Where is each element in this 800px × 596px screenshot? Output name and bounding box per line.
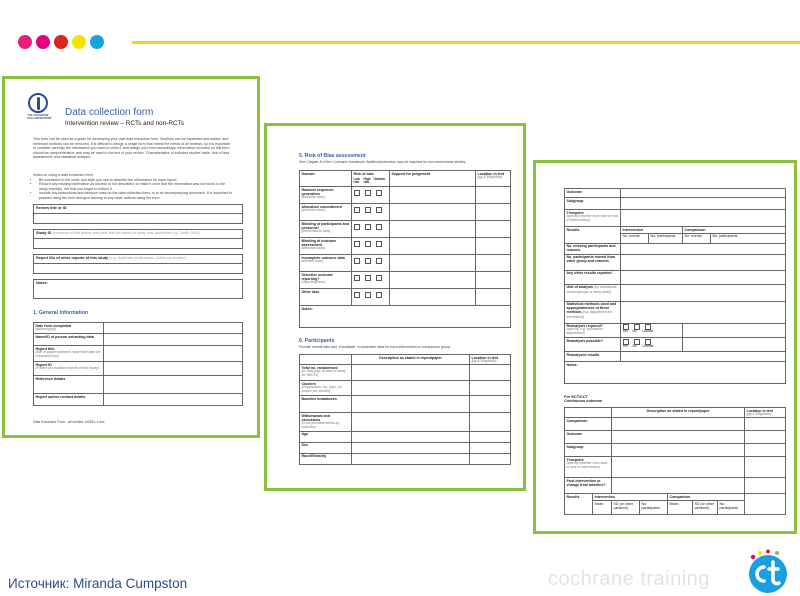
general-info-title: 1. General Information	[33, 310, 89, 316]
table-row: Reanalysis possible? Yes No Unclear	[565, 337, 786, 351]
table-row: Allocation concealment (selection bias)	[300, 203, 511, 220]
checkbox[interactable]	[376, 207, 382, 213]
checkbox[interactable]	[365, 207, 371, 213]
table-row: Withdrawals and exclusions (if not provided below by outcome)	[300, 413, 511, 431]
table-row: Other bias	[300, 288, 511, 305]
checkbox[interactable]	[354, 258, 360, 264]
cochrane-training-icon	[744, 548, 792, 596]
form-title: Data collection form	[65, 107, 154, 118]
form-intro: This form can be used as a guide for developing your own data extraction form. Sections can be expanded and added, and irrelevant sections can be removed. It is difficult to design a single form that meets the needs of all reviews, so it is important to consider carefully the information you need to collect, and design your form accordingly. Information included on this form should be comprehensive, and may be used in the text of your review, 'Characteristics of included studies' table, risk of bias assessment, and statistical analysis.	[33, 137, 231, 160]
checkbox[interactable]	[365, 190, 371, 196]
checkbox[interactable]	[354, 292, 360, 298]
participants-subtitle: Provide overall data and, if available, comparative data for each intervention or comparison group.	[299, 345, 451, 349]
form-page-outcomes	[533, 160, 797, 534]
table-row	[34, 334, 243, 346]
cochrane-training-brand: cochrane training	[548, 568, 710, 590]
checkbox[interactable]	[354, 275, 360, 281]
accent-line	[132, 41, 800, 44]
rob-table	[299, 170, 511, 328]
rob-title: 5. Risk of Bias assessment	[299, 153, 366, 159]
table-row: Post-intervention or change from baseline?	[565, 478, 786, 494]
row-label: Reference details	[35, 376, 66, 381]
checkbox[interactable]	[365, 258, 371, 264]
col-support: Support for judgement	[390, 171, 476, 187]
table-row: Sex	[300, 442, 511, 453]
table-row: Results Intervention Comparison	[565, 494, 786, 501]
table-row: No. missing participants and reasons	[565, 243, 786, 254]
rob-subtitle: See Chapter 8 of the Cochrane Handbook. Additional domains may be required for non-randomised studies.	[299, 160, 467, 164]
table-row: Timepoint (specify whether from start or end of intervention)	[565, 210, 786, 227]
table-row: Blinding of participants and personnel (performance bias)	[300, 220, 511, 237]
table-row	[300, 171, 511, 187]
general-info-table	[33, 322, 243, 406]
table-row: Notes:	[565, 361, 786, 383]
table-row: Age	[300, 431, 511, 442]
table-row	[300, 355, 511, 365]
row-label: Date form completed	[35, 323, 72, 328]
page-footer: Data Extraction Form - all studies 140911-1.doc	[33, 420, 105, 424]
study-id-box	[33, 229, 243, 249]
table-row: Timepoint (specify whether from start or end of intervention)	[565, 457, 786, 478]
table-row	[34, 323, 243, 334]
table-row	[34, 394, 243, 406]
table-row: Blinding of outcome assessment (detection bias)	[300, 237, 511, 254]
checkbox[interactable]	[365, 275, 371, 281]
note-item: • Be consistent in the order and style you use to describe the information for each report.	[39, 178, 233, 183]
note-item: • Record any missing information as unclear or not described, to make it clear that the information was not found in the study report(s), not that you forgot to extract it.	[39, 182, 233, 191]
form-subtitle: Intervention review – RCTs and non-RCTs	[65, 120, 184, 127]
table-row: Selective outcome reporting? (reporting bias)	[300, 271, 511, 288]
checkbox[interactable]	[354, 207, 360, 213]
col-location: Location in text (pg & ¶/fig/table)	[470, 355, 511, 365]
table-row: Unit of analysis (by individuals, cluster/groups or body parts)	[565, 284, 786, 301]
checkbox[interactable]	[376, 190, 382, 196]
other-reports-hint: (e.g. duplicate publications, follow-up studies)	[109, 256, 186, 260]
review-title-label: Review title or ID	[34, 205, 242, 214]
form-notes	[33, 173, 233, 201]
notes-box	[33, 279, 243, 299]
other-reports-box	[33, 254, 243, 274]
note-item: • Include any instructions and decision rules on the data collection form, or in an accompanying document. It is important to practice using the form and give training to any other authors using the form.	[39, 191, 233, 200]
dichotomous-table	[564, 188, 786, 384]
table-row: No. participants moved from other group and reasons	[565, 254, 786, 270]
table-row: Statistical methods used and appropriateness of these methods (e.g. adjustment for correlation)	[565, 301, 786, 323]
table-row: Race/Ethnicity	[300, 453, 511, 464]
table-row: Random sequence generation (selection bias)	[300, 186, 511, 203]
form-page-risk-of-bias	[264, 123, 526, 491]
checkbox[interactable]	[376, 241, 382, 247]
row-hint: (if there are multiple reports of this study)	[35, 365, 99, 370]
table-row: Outcome	[565, 189, 786, 198]
checkbox[interactable]	[376, 258, 382, 264]
table-row: Comparison	[565, 418, 786, 431]
table-row	[34, 376, 243, 394]
color-dot	[90, 35, 104, 49]
table-row: Any other results reported	[565, 270, 786, 284]
row-hint: (title of paper/ abstract/ report that data are extracted from)	[35, 349, 101, 358]
row-hint: (dd/mm/yyyy)	[35, 326, 57, 331]
checkbox[interactable]	[354, 241, 360, 247]
row-label: Report author contact details	[35, 394, 86, 399]
col-domain: Domain	[300, 171, 352, 187]
cochrane-logo	[27, 93, 52, 123]
logo-text: THE COCHRANE COLLABORATION®	[27, 114, 52, 120]
checkbox[interactable]	[376, 275, 382, 281]
color-dots	[18, 35, 104, 49]
color-dot	[18, 35, 32, 49]
checkbox[interactable]	[376, 224, 382, 230]
table-row: Mean SD (or other variance) No. participants Mean SD (or other variance) No. participants	[565, 500, 786, 514]
checkbox[interactable]	[354, 224, 360, 230]
participants-title: 6. Participants	[299, 338, 335, 344]
table-row: Outcome	[565, 431, 786, 444]
table-row: Description as stated in report/paper Location in text (pg & ¶/fig/table)	[565, 408, 786, 418]
participants-table	[299, 354, 511, 465]
checkbox[interactable]	[365, 241, 371, 247]
table-row: Subgroup	[565, 444, 786, 457]
other-reports-label: Report IDs of other reports of this study	[36, 256, 109, 260]
review-title-box	[33, 204, 243, 224]
notes-label: Notes:	[36, 281, 48, 285]
rob-notes: Notes:	[300, 305, 511, 327]
table-row	[34, 362, 243, 376]
table-row: Baseline imbalances	[300, 396, 511, 413]
checkbox[interactable]	[365, 292, 371, 298]
table-row: Results Intervention Comparison	[565, 227, 786, 234]
color-dot	[72, 35, 86, 49]
row-label: Report ID	[35, 362, 52, 367]
color-dot	[54, 35, 68, 49]
source-credit: Источник: Miranda Cumpston	[8, 576, 188, 591]
notes-title: Notes on using a data extraction form:	[33, 173, 94, 177]
row-label: Name/ID of person extracting data	[35, 334, 94, 339]
checkbox[interactable]	[365, 224, 371, 230]
table-row: Clusters (if applicable, no., type, no. people per cluster)	[300, 381, 511, 396]
continuous-title: For RCT/CCT Continuous outcome	[564, 395, 602, 404]
table-row: Reanalysed results	[565, 351, 786, 361]
row-label: Report title	[35, 346, 55, 351]
study-id-label: Study ID	[36, 231, 52, 235]
col-risk: Risk of bias Low riskHigh riskUnclear	[352, 171, 390, 187]
table-row	[34, 346, 243, 362]
table-row: Incomplete outcome data (attrition bias)	[300, 254, 511, 271]
col-description: Description as stated in report/paper	[352, 355, 470, 365]
checkbox[interactable]	[354, 190, 360, 196]
table-row	[300, 305, 511, 327]
checkbox[interactable]	[376, 292, 382, 298]
table-row: Reanalysis required? (specify, e.g. correlation adjustment) Yes No Unclear	[565, 323, 786, 337]
study-id-hint: (surname of first author and year first full report of study was published e.g. Smith 2001)	[52, 231, 200, 235]
cochrane-logo-icon	[28, 93, 48, 113]
color-dot	[36, 35, 50, 49]
form-page-general	[2, 76, 260, 438]
col-location: Location in text (pg & ¶/fig/table)	[476, 171, 511, 187]
table-row: Total no. randomised (or total pop. at start of study for NRCTs)	[300, 365, 511, 381]
table-row: No. events No. participants No. events No. participants	[565, 233, 786, 243]
continuous-table	[564, 407, 786, 515]
table-row: Subgroup	[565, 198, 786, 210]
